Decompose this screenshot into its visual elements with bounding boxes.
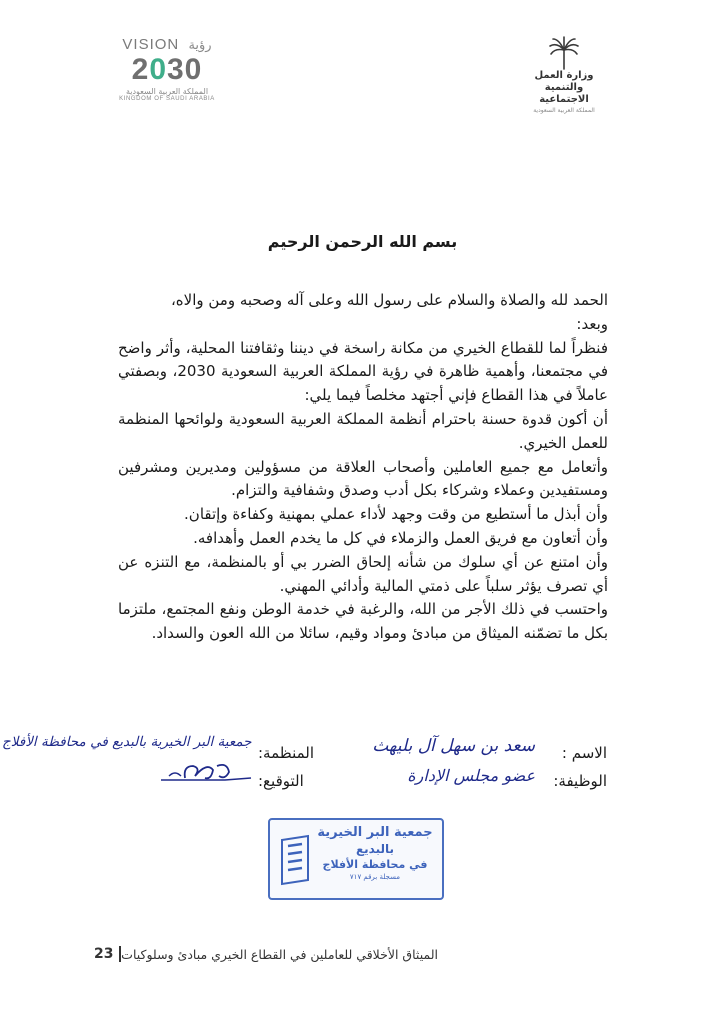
body-paragraph-5: وأتعامل مع جميع العاملين وأصحاب العلاقة من مسؤولين ومديرين ومشرفين ومستفيدين وعملاء وشركاء بكل أدب وصدق وشفافية والتزام. [118,457,608,500]
vision-year-part2: 0 [149,53,167,86]
footer-divider [119,946,121,962]
body-paragraph-8: وأن امتنع عن أي سلوك من شأنه إلحاق الضرر بي أو بالمنظمة، مع التنزه عن أي تصرف يؤثر سلباً على ذمتي المالية وأدائي المهني. [118,552,608,595]
stamp-line-3: في محافظة الأفلاج [322,858,428,871]
job-handwritten: عضو مجلس الإدارة [407,766,535,785]
ministry-country: المملكة العربية السعودية [533,107,595,114]
vision-kingdom-ar: المملكة العربية السعودية [125,87,209,96]
stamp-line-4: مسجلة برقم ٧١٧ [349,873,401,881]
organization-stamp [268,818,444,900]
vision-year-part3: 30 [167,53,203,86]
palm-tree-icon [547,36,581,70]
body-paragraph-9: واحتسب في ذلك الأجر من الله، والرغبة في خدمة الوطن ونفع المجتمع، ملتزما بكل ما تضمّنه الميثاق من مبادئ ومواد وقيم، سائلا من الله العون والسداد. [118,600,608,643]
signature-label: التوقيع: [258,772,304,790]
footer-title: الميثاق الأخلاقي للعاملين في القطاع الخيري مبادئ وسلوكيات [121,946,438,962]
organization-handwritten: جمعية البر الخيرية بالبديع في محافظة الأفلاج [2,734,252,750]
page-footer [88,946,438,962]
stamp-line-1: جمعية البر الخيرية [317,825,433,840]
body-paragraph-2: وبعد: [576,314,608,333]
vision-en-label: VISION [122,36,180,53]
organization-label: المنظمة: [258,744,315,762]
charter-body [118,289,608,646]
vision-kingdom-en: KINGDOM OF SAUDI ARABIA [119,96,215,102]
stamp-emblem-icon [278,832,312,888]
job-label: الوظيفة: [553,772,607,790]
vision-title [112,36,222,53]
name-handwritten: سعد بن سهل آل بليهث [372,736,535,756]
body-paragraph-3: فنظراً لما للقطاع الخيري من مكانة راسخة في ديننا وثقافتنا المحلية، وأثر واضح في مجتمعنا، وأهمية ظاهرة في رؤية المملكة العربية السعودية 2030، وبصفتي عاملاً في هذا القطاع فإني أجتهد مخلصاً فيما يلي: [118,338,608,405]
basmala-heading: بسم الله الرحمن الرحيم [267,232,458,251]
body-paragraph-6: وأن أبذل ما أستطيع من وقت وجهد لأداء عملي بمهنية وكفاءة وإتقان. [184,505,608,524]
ministry-logo [525,36,603,114]
vision-2030-logo [112,36,222,122]
ministry-name-line2: والتنمية الاجتماعية [539,82,589,105]
body-paragraph-4: أن أكون قدوة حسنة باحترام أنظمة المملكة العربية السعودية ولوائحها المنظمة للعمل الخيري. [118,409,608,452]
name-label: الاسم : [561,744,607,762]
vision-year [112,53,222,87]
stamp-line-2: بالبديع [355,842,395,856]
page-number: 23 [94,946,114,962]
vision-year-part1: 2 [131,53,150,86]
body-paragraph-7: وأن أتعاون مع فريق العمل والزملاء في كل ما يخدم العمل وأهدافه. [193,528,608,547]
ministry-name-line1: وزارة العمل [534,70,594,81]
vision-ar-label: رؤية [188,37,212,52]
body-paragraph-1: الحمد لله والصلاة والسلام على رسول الله وعلى آله وصحبه ومن والاه، [170,291,608,309]
signature-scribble [155,758,255,790]
